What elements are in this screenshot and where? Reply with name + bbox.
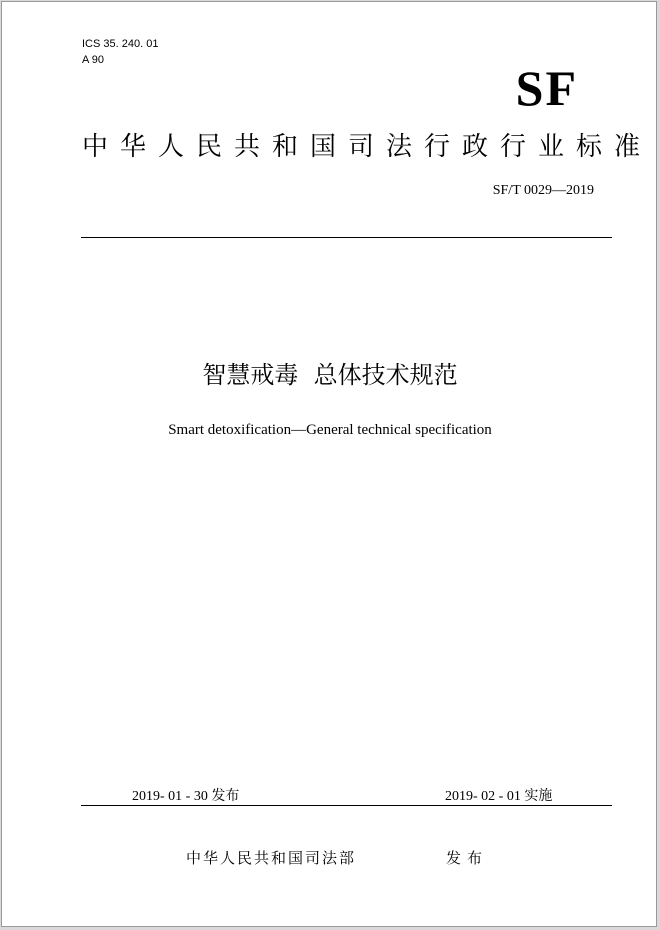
document-title-chinese: 智慧戒毒 总体技术规范 (202, 361, 458, 389)
implementation-date: 2019- 02 - 01 实施 (445, 789, 553, 804)
ccs-code: A 90 (82, 54, 105, 66)
ics-code: ICS 35. 240. 01 (82, 38, 159, 50)
header-divider (81, 237, 612, 238)
document-page (1, 1, 657, 927)
issue-date: 2019- 01 - 30 发布 (132, 789, 240, 804)
issuing-action: 发布 (446, 849, 489, 867)
standard-category: 中华人民共和国司法行政行业标准 (82, 132, 653, 162)
footer-divider (81, 805, 612, 806)
document-title-english: Smart detoxification—General technical specification (168, 422, 492, 438)
standard-number: SF/T 0029—2019 (492, 183, 594, 198)
issuing-authority: 中华人民共和国司法部 (186, 849, 357, 867)
standard-logo: SF (515, 60, 578, 116)
